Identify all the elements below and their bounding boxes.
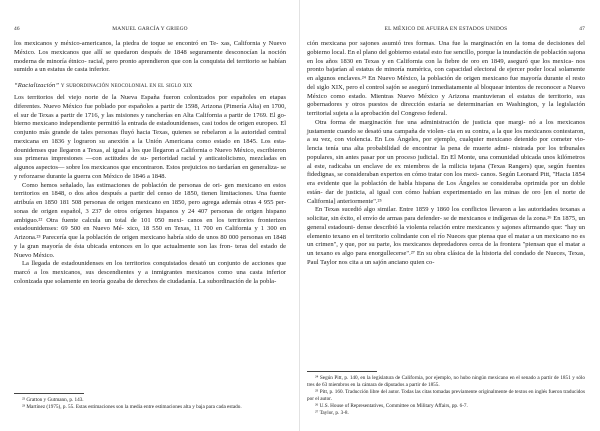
left-footnotes <box>14 393 286 411</box>
right-paragraph-3: En Texas sucedió algo similar. Entre 1859 y 1860 los conflictos llevaron a las autoridades texanas a solicitar, sin éxito, el envío de armas para defender- se de mexicanos e indígenas de la zona.²⁶ En 1875, un general estadouni- dense describió la violenta relación entre mexicanos y sajones afirmando que: "hay un elemento texano en el territorio colindante con el río Nueces que piensa que el matar a un mexicano no es un crimen", y que, por su parte, los mexicanos depredadores cerca de la frontera "piensan que el matar a un texano es algo para enorgullecerse".²⁷ En su obra clásica de la historia del condado de Nueces, Texas, Paul Taylor nos cita a un sajón anciano quien co- <box>307 206 585 266</box>
right-running-title: EL MÉXICO DE AFUERA EN ESTADOS UNIDOS <box>384 26 508 32</box>
footnote-27: ²⁷ Taylor, p. 3-8. <box>315 410 349 416</box>
right-footnotes <box>307 371 585 417</box>
left-paragraph-3: La llegada de estadounidenses en los territorios conquistados desató un conjunto de acciones que marcó a los mexicanos, sus descendientes y a inmigrantes mexicanos como una casta inferior colonizada que solamente en teoría gozaba de derechos de ciudadanía. La subordinación de la pobla- <box>14 260 286 285</box>
footnote-rule <box>307 371 377 372</box>
left-paragraph-1: Los territorios del viejo norte de la Nueva España fueron colonizados por españoles en etapas diferentes. Nuevo México fue poblado por españoles a partir de 1598, Arizona (Pimería Alta) en 1700, el sur de Texas a partir de 1716, y las misiones y rancherías en Alta California a partir de 1769. El go- bierno mexicano independiente permitió la entrada de estadounidenses, casi todos de origen europeo. El conjunto más grande de tales personas fluyó hacia Texas, quienes se rebelaron a la autoridad central mexicana en 1836 y lograron su anexión a la Unión Americana como estado en 1845. Los esta- dounidenses que llegaron a Texas, al igual a los que llegaron a California o Nuevo México, escribieron sus primeras impresiones —con actitudes de su- perioridad racial y anticatolicismo, mezcladas en algunos aspectos— sobre los mexicanos que encontraron. Estos prejuicios no tardarían en generaliza- se y reforzarse durante la guerra con México de 1846 a 1848. <box>14 94 286 180</box>
section-heading-quote: “Racialización” <box>14 82 60 89</box>
section-heading-text: y subordinación neocolonial en el siglo xix <box>59 82 193 89</box>
right-body-text <box>307 40 585 268</box>
right-page <box>307 0 593 431</box>
footnote-rule <box>14 393 84 394</box>
left-page <box>0 0 286 431</box>
page-gutter <box>299 0 300 431</box>
left-page-number: 46 <box>14 26 20 32</box>
left-opening-paragraph: los mexicanos y méxico-americanos, la piedra de toque se encontró en Te- xas, California y Nuevo México. Los mexicanos que allí se quedaron después de 1848 seguramente desconocían la noción moderna de minoría étnico- racial, pero pronto aprendieron que con la conquista del territorio se habían sumido a un estatus de casta inferior. <box>14 40 286 74</box>
footnote-23: ²³ Martínez (1975), p. 55. Estas estimaciones son la media entre estimaciones alta y baja para cada estado. <box>22 404 242 410</box>
footnote-22: ²² Gratton y Gutmann, p. 143. <box>22 397 84 403</box>
right-page-number: 47 <box>579 26 585 32</box>
footnote-26: ²⁶ U.S. House of Representatives, Committee on Military Affairs, pp. 6-7. <box>315 403 468 409</box>
right-paragraph-1: ción mexicana por sajones asumió tres formas. Una fue la marginación en la toma de decisiones del gobierno local. En el plano del gobierno estatal esto fue sencillo, porque la inundación de población sajona en los años 1830 en Texas y en California con la fiebre de oro en 1849, aseguró que los mexica- nos pronto bajarían al estatus de minoría numérica, con capacidad electoral de ejercer poder local solamente en algunos enclaves.²⁴ En Nuevo México, la población de origen mexicano fue mayoría durante el resto del siglo XIX, pero el control sajón se aseguró inmediatamente al bloquear intentos de reconocer a Nuevo México como estado. Mientras Nuevo México y Arizona mantuvieran el estatus de territorio, sus gobernadores y otros puestos de dirección estaría se determinarían en Washington, y la legislación territorial sujeta a la aprobación del Congreso federal. <box>307 40 585 117</box>
right-paragraph-2: Otra forma de marginación fue una administración de justicia que margi- nó a los mexicanos justamente cuando se desató una campaña de violen- cia en su contra, a la que los mexicanos contestaron, a su vez, con violencia. En Los Ángeles, por ejemplo, cualquier mexicano detenido por cometer vio- lencia tenía una alta probabilidad de encontrar la pena de muerte admi- nistrada por los tribunales populares, sin antes pasar por un proceso judicial. En El Monte, una comunidad ubicada unos kilómetros al este, radicaba un enclave de ex miembros de la milicia tejana (Texas Rangers) que, según fuentes fidedignas, se consideraban expertos en cómo tratar con los mexi- canos. Según Leonard Pitt, "Hacia 1854 era evidente que la población de habla hispana de Los Ángeles se consideraba oprimida por un doble están- dar de justicia, al igual con cómo habían experimentado en las minas de oro [en el norte de California] anteriormente".²⁵ <box>307 118 585 205</box>
right-running-head <box>307 26 585 36</box>
section-heading <box>14 81 286 90</box>
left-running-head <box>14 26 286 36</box>
left-running-title: MANUEL GARCÍA Y GRIEGO <box>112 26 188 32</box>
left-paragraph-2: Como hemos señalado, las estimaciones de población de personas de ori- gen mexicano en estos territorios en 1848, o dos años después a partir del censo de 1850, tienen limitaciones. Una fuente atribuía en 1850 181 508 personas de origen mexicano en 1850, pero agrega además otras 4 955 per- sonas de origen español, 3 237 de otros orígenes hispanos y 24 407 personas de origen hispano ambiguo.²² Otra fuente calcula un total de 101 050 mexi- canos en los territorios fronterizos estadounidenses: 69 500 en Nuevo Mé- xico, 18 550 en Texas, 11 700 en California y 1 300 en Arizona.²³ Parecería que la población de origen mexicano habría sido de unos 80 000 personas en 1848 y la gran mayoría de ésta ubicada entonces en lo que actualmente son las fron- teras del estado de Nuevo México. <box>14 181 286 259</box>
footnote-25: ²⁵ Pitt, p. 160. Traducción libre del autor. Todas las citas tomadas previamente originalmente de textos en inglés fueron traducidos por el autor. <box>307 389 585 402</box>
left-body-text <box>14 40 286 287</box>
footnote-24: ²⁴ Según Pitt, p. 140, en la legislatura de California, por ejemplo, no hubo ningún mexicano en el senado a partir de 1851 y sólo tres de 63 miembros en la cámara de diputados a partir de 1855. <box>307 375 585 388</box>
